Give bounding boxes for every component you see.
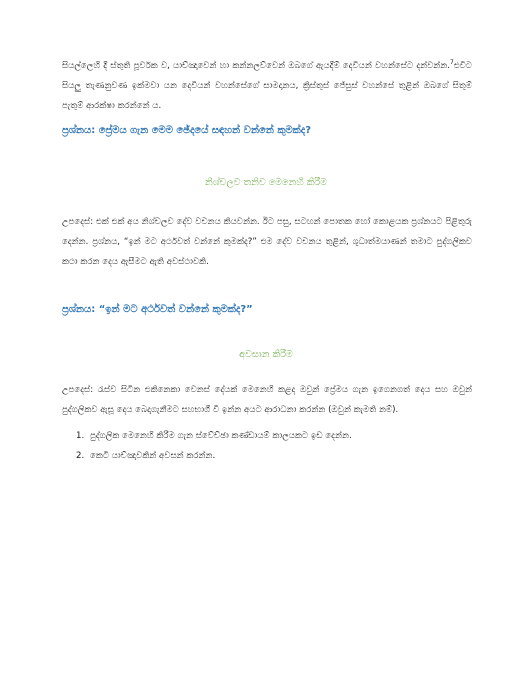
- question-quote: “ඉන් මට අර්ථවත් වන්නේ කුමක්ද?”: [98, 304, 253, 315]
- heading-silent-meditation: නිශ්චලව තනිව මෙනෙහි කිරීම: [205, 177, 327, 188]
- list-item: [62, 426, 472, 446]
- footnote-marker: 7: [449, 59, 454, 67]
- list-item-text: කෙටි යාච්ඤාවකින් අවසන් කරන්න.: [90, 451, 216, 461]
- closing-steps-list: [62, 426, 472, 466]
- list-item-number: 1.: [76, 431, 85, 441]
- heading-closing: අවසාන කිරීම: [239, 349, 293, 360]
- intro-paragraph: [62, 56, 472, 116]
- list-item-text: පුද්ගලික මෙනෙහි කිරීම ගැන ස්වේච්ඡා කණ්ඩායම් කාලයකට ඉඩ දෙන්න.: [90, 431, 352, 441]
- intro-text-part-1: සියල්ලෙහි දී ස්තුති පූර්වක ව, යාච්ඤාවෙන් හා කන්නලව්වෙන් ඔබගේ ඇයදීම් දෙවියන් වහන්සේට දන්වන්න.: [62, 61, 450, 71]
- question-prefix: ප්‍රශ්නය:: [62, 304, 99, 315]
- advice-paragraph-2: උපදෙස්: රැස්ව සිටින එකිනෙකා වෙනස් දේයක් මෙනෙහි කළද ඔවුන් ප්‍රේමය ගැන ඉගෙනගත් දෙය සහ ඔවුන් පුද්ගලිකව ඇසූ දෙය බෙදාගැනීමට සහභාගී වී ඉන්න අයට ආරාධනා කරන්න (ඔවුන් කැමති නම්).: [62, 385, 472, 415]
- list-item: [62, 446, 472, 466]
- intro-text-part-2: එවිට සියලු තැණනුවණ ඉක්මවා යන දෙවියන් වහන්සේගේ සාමදානය, ක්‍රිස්තුස් ජේසුස් වහන්සේ තුළින් ඔබගේ සිතුම් පැතුම් ආරක්ෂා කරන්නේ ය.: [62, 61, 472, 111]
- list-item-number: 2.: [76, 451, 85, 461]
- question-love: ප්‍රශ්නය: ප්‍රේමය ගැන මෙම ඡේදයේ සඳහන් වන්නේ කුමක්ද?: [62, 125, 312, 136]
- question-meaning: [62, 303, 472, 317]
- advice-paragraph-1: උපදෙස්: එක් එක් අය නිශ්චලව දේව වචනය කියවන්න. ඊට පසු, සටහන් පොතක හෝ කොළයක ප්‍රශ්නයට පිළිතුරු දෙන්න. ප්‍රශ්නය, “ඉන් මට අර්ථවත් වන්නේ කුමක්ද?” එම දේව වචනය තුළින්, ශුධාත්මයාණන් තමාට පුද්ගලිකව කථා කරන දෙය ඇසීමට ඇති අවස්ථාවකි.: [62, 217, 472, 267]
